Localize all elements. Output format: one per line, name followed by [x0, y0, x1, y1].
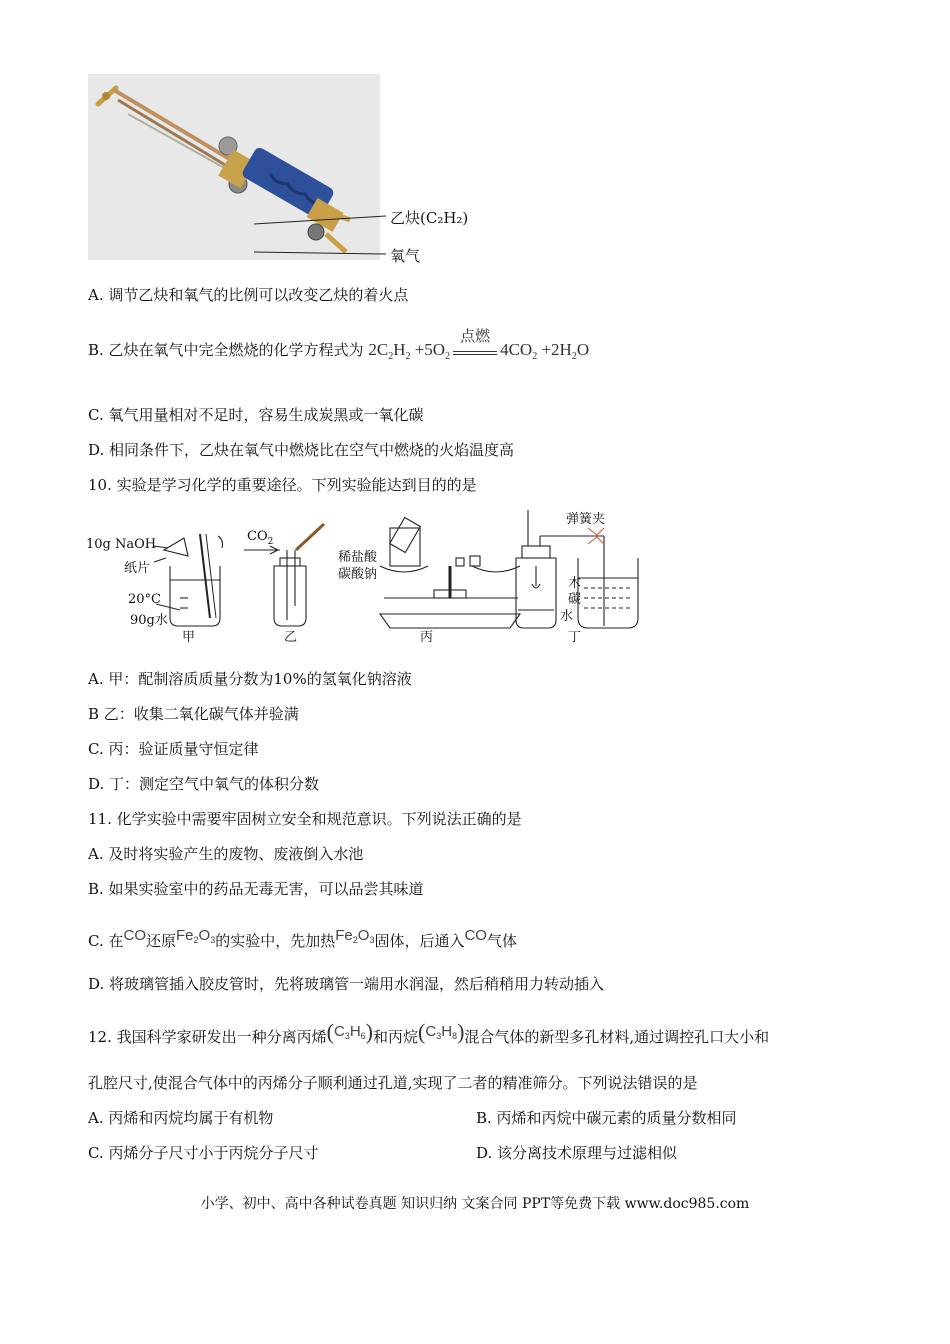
- bing-caption: 丙: [420, 630, 434, 645]
- ding-charcoal-label-1: 木: [568, 576, 582, 591]
- label-oxygen: 氧气: [390, 247, 421, 265]
- q12-option-c: C. 丙烯分子尺寸小于丙烷分子尺寸: [88, 1144, 319, 1162]
- acetylene-combustion-equation: $2C_2H_2 +5O_2$ 点燃 $4CO_2 +2H_2O$: [368, 329, 590, 362]
- paren-close: ): [457, 1019, 465, 1044]
- co-formula: CO: [464, 927, 487, 944]
- q9-option-a: A. 调节乙炔和氧气的比例可以改变乙炔的着火点: [88, 286, 409, 304]
- fe2o3-formula: $Fe_2O_3$: [335, 927, 375, 945]
- bing-acid-label: 稀盐酸: [338, 550, 378, 565]
- q11-c-text-2: 还原: [145, 932, 176, 950]
- q12-stem-line2: 孔腔尺寸,使混合气体中的丙烯分子顺利通过孔道,实现了二者的精准筛分。下列说法错误的是: [88, 1074, 698, 1092]
- q12-stem-text-1: 12. 我国科学家研发出一种分离丙烯: [88, 1028, 327, 1046]
- page-footer: 小学、初中、高中各种试卷真题 知识归纳 文案合同 PPT等免费下载 www.doc985.com: [200, 1196, 750, 1212]
- q12-stem-text-3: 混合气体的新型多孔材料,通过调控孔口大小和: [464, 1028, 770, 1046]
- propylene-formula: (: [326, 1019, 334, 1044]
- q11-stem: 11. 化学实验中需要牢固树立安全和规范意识。下列说法正确的是: [88, 810, 522, 828]
- q10-option-a: A. 甲：配制溶质质量分数为10%的氢氧化钠溶液: [88, 670, 412, 688]
- q9-option-b: [88, 329, 590, 367]
- ding-caption: 丁: [568, 630, 582, 645]
- q12-option-d: D. 该分离技术原理与过滤相似: [476, 1144, 678, 1162]
- q11-c-text-4: 固体，后通入: [374, 932, 465, 950]
- q10-option-c: C. 丙：验证质量守恒定律: [88, 740, 259, 758]
- paren-close: ): [365, 1019, 373, 1044]
- label-acetylene: 乙炔(C₂H₂): [390, 209, 469, 227]
- yi-caption: 乙: [284, 630, 298, 645]
- q10-option-b: B 乙：收集二氧化碳气体并验满: [88, 705, 299, 723]
- q9-option-d: D. 相同条件下，乙炔在氧气中燃烧比在空气中燃烧的火焰温度高: [88, 441, 515, 459]
- propane-formula-body: $C_3H_8$: [425, 1023, 458, 1041]
- jia-naoh-label: 10g NaOH: [86, 537, 157, 552]
- reaction-condition: 点燃: [453, 341, 497, 361]
- q11-c-text-1: C. 在: [88, 932, 124, 950]
- fe2o3-formula: $Fe_2O_3$: [176, 927, 216, 945]
- propylene-formula-body: $C_3H_6$: [333, 1023, 366, 1041]
- jia-temp-label: 20°C: [128, 592, 161, 607]
- ding-clamp-label: 弹簧夹: [566, 512, 606, 527]
- q9-option-c: C. 氧气用量相对不足时，容易生成炭黑或一氧化碳: [88, 406, 424, 424]
- ding-charcoal-label-2: 碳: [568, 592, 582, 607]
- q12-option-a: A. 丙烯和丙烷均属于有机物: [88, 1109, 274, 1127]
- q11-c-text-5: 气体: [486, 932, 517, 950]
- jia-water-label: 90g水: [130, 613, 168, 628]
- co-formula: CO: [123, 927, 146, 944]
- q11-c-text-3: 的实验中，先加热: [215, 932, 336, 950]
- q11-option-b: B. 如果实验室中的药品无毒无害，可以品尝其味道: [88, 880, 424, 898]
- q11-option-d: D. 将玻璃管插入胶皮管时，先将玻璃管一端用水润湿，然后稍稍用力转动插入: [88, 975, 605, 993]
- q11-option-a: A. 及时将实验产生的废物、废液倒入水池: [88, 845, 364, 863]
- q10-stem: 10. 实验是学习化学的重要途径。下列实验能达到目的的是: [88, 476, 477, 494]
- jia-paper-label: 纸片: [124, 561, 151, 576]
- q11-option-c: [88, 926, 517, 951]
- jia-caption: 甲: [182, 630, 196, 645]
- q10-option-d: D. 丁：测定空气中氧气的体积分数: [88, 775, 320, 793]
- yi-gas-label: $CO_2$: [247, 529, 274, 547]
- torch-callout-lines: [254, 206, 404, 266]
- propane-formula: (: [418, 1019, 426, 1044]
- q12-stem-line1: [88, 1019, 770, 1047]
- q9-option-b-text: B. 乙炔在氧气中完全燃烧的化学方程式为: [88, 341, 364, 359]
- bing-carbonate-label: 碳酸钠: [338, 567, 378, 582]
- q12-stem-text-2: 和丙烷: [373, 1028, 419, 1046]
- ding-water-label: 水: [560, 609, 574, 624]
- q10-apparatus-figure: [84, 506, 644, 646]
- q12-option-b: B. 丙烯和丙烷中碳元素的质量分数相同: [476, 1109, 737, 1127]
